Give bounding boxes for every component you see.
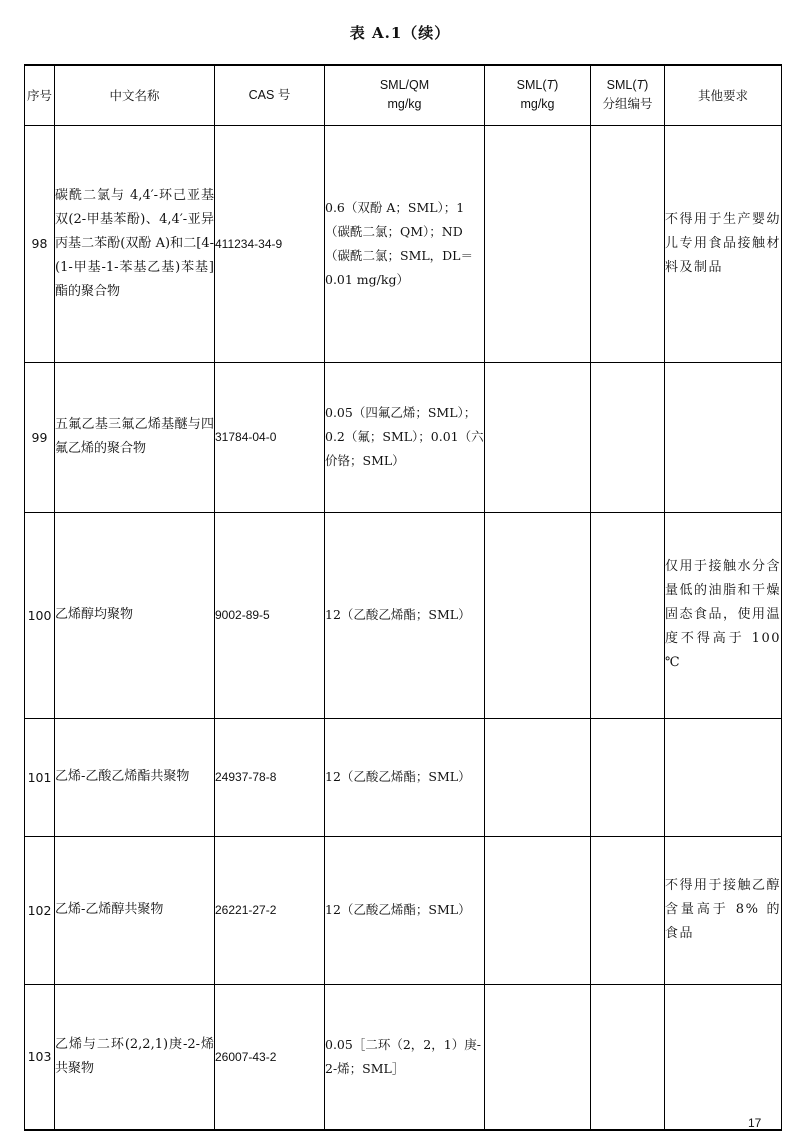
other-req-text: 仅用于接触水分含量低的油脂和干燥固态食品，使用温度不得高于 100 ℃ — [665, 559, 782, 670]
table-header-row — [25, 65, 782, 125]
cell-other — [665, 125, 782, 362]
cell-sml-qm: 0.05（四氟乙烯；SML）；0.2（氟；SML）；0.01（六价铬；SML） — [325, 362, 485, 512]
cell-no: 103 — [25, 984, 55, 1130]
cell-sml-t-group — [591, 984, 665, 1130]
table-row — [25, 836, 782, 984]
cell-no: 100 — [25, 512, 55, 718]
header-cas: CAS 号 — [215, 65, 325, 125]
cell-sml-t-group — [591, 362, 665, 512]
cell-sml-t — [485, 512, 591, 718]
cell-sml-t-group — [591, 512, 665, 718]
cell-cas: 24937-78-8 — [215, 718, 325, 836]
header-sml-t-label: SML(T) — [516, 78, 559, 93]
header-sml-t — [485, 65, 591, 125]
cell-no: 102 — [25, 836, 55, 984]
cell-name: 乙烯与二环(2,2,1)庚-2-烯共聚物 — [55, 984, 215, 1130]
table-row — [25, 125, 782, 362]
table-row — [25, 362, 782, 512]
cell-name: 五氟乙基三氟乙烯基醚与四氟乙烯的聚合物 — [55, 362, 215, 512]
cell-other — [665, 836, 782, 984]
header-sml-t-group-label: SML(T) — [606, 78, 649, 93]
cell-name: 乙烯醇均聚物 — [55, 512, 215, 718]
header-sml-qm-unit: mg/kg — [387, 97, 422, 112]
additive-table — [24, 64, 782, 1131]
cell-sml-t — [485, 718, 591, 836]
header-sml-t-group-code: 分组编号 — [602, 97, 653, 112]
cell-sml-qm: 12（乙酸乙烯酯；SML） — [325, 718, 485, 836]
cell-name: 乙烯-乙酸乙烯酯共聚物 — [55, 718, 215, 836]
cell-sml-t — [485, 125, 591, 362]
cell-cas: 9002-89-5 — [215, 512, 325, 718]
header-sml-t-group — [591, 65, 665, 125]
table-row — [25, 718, 782, 836]
table-title: 表 A.1（续） — [349, 24, 451, 42]
header-no: 序号 — [25, 65, 55, 125]
cell-cas: 26221-27-2 — [215, 836, 325, 984]
cell-cas: 26007-43-2 — [215, 984, 325, 1130]
other-req-text: 不得用于接触乙醇含量高于 8% 的食品 — [665, 878, 782, 941]
header-name: 中文名称 — [55, 65, 215, 125]
cell-other — [665, 512, 782, 718]
other-req-text: 不得用于生产婴幼儿专用食品接触材料及制品 — [665, 211, 782, 275]
table-row — [25, 512, 782, 718]
cell-other — [665, 718, 782, 836]
cell-cas: 31784-04-0 — [215, 362, 325, 512]
page-number: 17 — [748, 1116, 762, 1130]
cell-sml-qm: 12（乙酸乙烯酯；SML） — [325, 836, 485, 984]
header-other: 其他要求 — [665, 65, 782, 125]
cell-sml-t — [485, 362, 591, 512]
table-row — [25, 984, 782, 1130]
cell-name: 碳酰二氯与 4,4′-环己亚基双(2-甲基苯酚)、4,4′-亚异丙基二苯酚(双酚 A)和二[4-(1-甲基-1-苯基乙基)苯基]酯的聚合物 — [55, 125, 215, 362]
cell-other — [665, 362, 782, 512]
cell-sml-t-group — [591, 836, 665, 984]
cell-no: 99 — [25, 362, 55, 512]
cell-cas: 411234-34-9 — [215, 125, 325, 362]
cell-sml-t — [485, 984, 591, 1130]
cell-no: 101 — [25, 718, 55, 836]
cell-sml-t — [485, 836, 591, 984]
cell-sml-t-group — [591, 718, 665, 836]
cell-sml-t-group — [591, 125, 665, 362]
header-sml-qm — [325, 65, 485, 125]
cell-other — [665, 984, 782, 1130]
header-sml-qm-label: SML/QM — [379, 78, 430, 93]
cell-sml-qm: 12（乙酸乙烯酯；SML） — [325, 512, 485, 718]
cell-name: 乙烯-乙烯醇共聚物 — [55, 836, 215, 984]
cell-no: 98 — [25, 125, 55, 362]
cell-sml-qm: 0.6（双酚 A；SML）；1（碳酰二氯；QM）；ND（碳酰二氯；SML，DL＝0.01 mg/kg） — [325, 125, 485, 362]
cell-sml-qm: 0.05［二环（2，2，1）庚-2-烯；SML］ — [325, 984, 485, 1130]
header-sml-t-unit: mg/kg — [520, 97, 555, 112]
